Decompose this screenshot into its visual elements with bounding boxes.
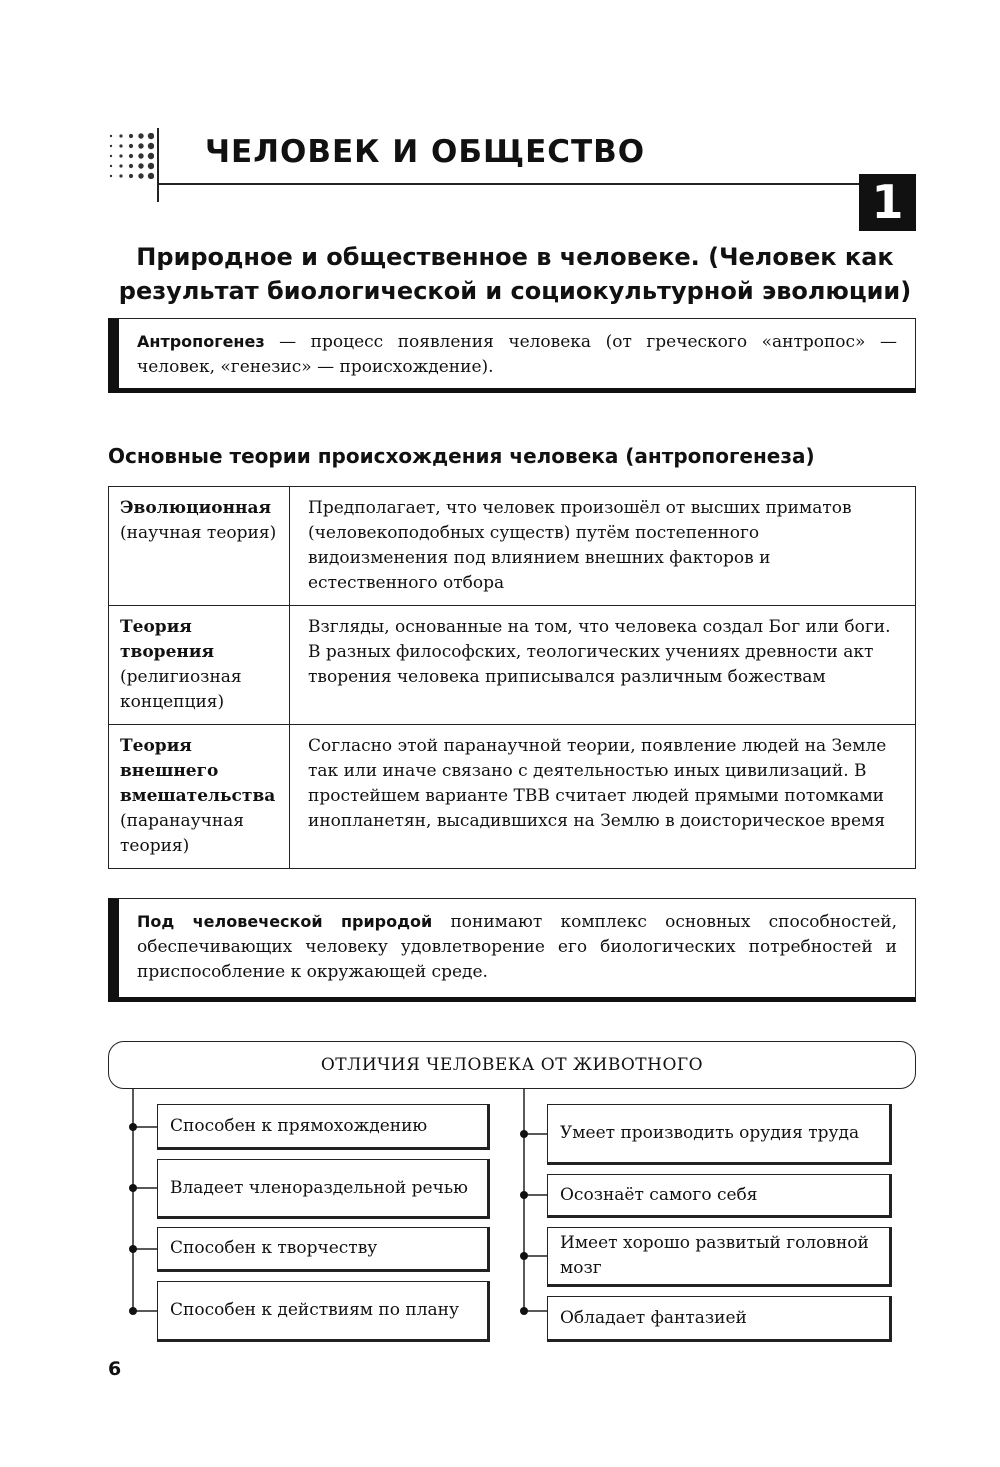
difference-item: Способен к действиям по плану (157, 1281, 490, 1342)
theory-note: (паранаучная теория) (120, 811, 245, 856)
theories-heading: Основные теории происхождения человека (антропогенеза) (108, 444, 815, 468)
difference-item: Способен к творчеству (157, 1227, 490, 1272)
theory-description: Взгляды, основанные на том, что человека создал Бог или боги. В разных философских, теологических учениях древности акт творения человека приписывался различным божествам (290, 606, 916, 725)
theory-description: Предполагает, что человек произошёл от высших приматов (человекоподобных существ) путём постепенного видоизменения под влиянием внешних факторов и естественного отбора (290, 487, 916, 606)
theory-note: (научная теория) (120, 523, 277, 543)
theory-name: Теория внешнего вмешательства (120, 736, 276, 806)
difference-item: Владеет членораздельной речью (157, 1159, 490, 1219)
difference-item: Имеет хорошо развитый головной мозг (547, 1227, 892, 1287)
difference-item: Осознаёт самого себя (547, 1174, 892, 1218)
definition-text: понимают комплекс основных способностей, обеспечивающих человеку удовлетворение его биологических потребностей и приспособление к окружающей среде. (137, 912, 897, 982)
differences-title: ОТЛИЧИЯ ЧЕЛОВЕКА ОТ ЖИВОТНОГО (108, 1041, 916, 1089)
chapter-number-badge: 1 (859, 174, 916, 231)
theory-note: (религиозная концепция) (120, 667, 242, 712)
definition-term: Антропогенез (137, 332, 265, 351)
theory-name: Эволюционная (120, 498, 272, 518)
chapter-title: ЧЕЛОВЕК И ОБЩЕСТВО (205, 134, 646, 170)
theory-description: Согласно этой паранаучной теории, появление людей на Земле так или иначе связано с деятельностью иных цивилизаций. В простейшем варианте ТВВ считает людей прямыми потомками инопланетян, высадившихся на Землю в доисторическое время (290, 725, 916, 869)
definition-term: Под человеческой природой (137, 912, 433, 931)
theory-name: Теория творения (120, 617, 214, 662)
section-title-line-1: Природное и общественное в человеке. (Человек как (136, 243, 894, 271)
difference-item: Способен к прямохождению (157, 1104, 490, 1150)
page-number: 6 (108, 1358, 122, 1380)
difference-item: Умеет производить орудия труда (547, 1104, 892, 1165)
section-title-line-2: результат биологической и социокультурной эволюции) (118, 277, 912, 305)
definition-text: — процесс появления человека (от греческого «антропос» — человек, «генезис» — происхождение). (137, 332, 897, 377)
difference-item: Обладает фантазией (547, 1296, 892, 1342)
